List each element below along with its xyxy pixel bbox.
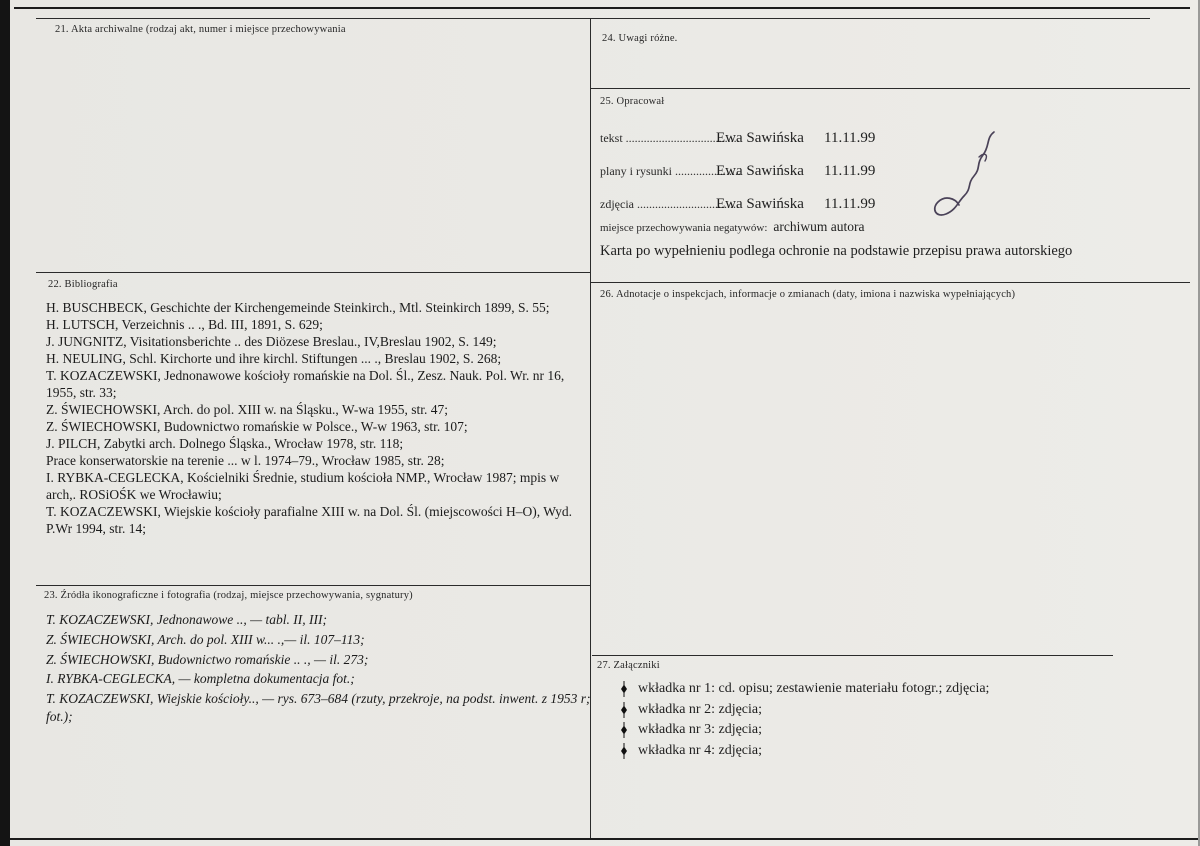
section-24-title: 24. Uwagi różne.: [602, 33, 678, 44]
diamond-bullet-icon: [620, 702, 628, 718]
attachment-item: [620, 702, 989, 718]
bibliography-entry: I. RYBKA-CEGLECKA, Kościelniki Średnie, studium kościoła NMP., Wrocław 1987; mpis w arch,. ROSiOŚK we Wrocławiu;: [46, 470, 560, 502]
bibliography-entry: Z. ŚWIECHOWSKI, Arch. do pol. XIII w. na Śląsku., W-wa 1955, str. 47;: [46, 402, 448, 417]
section-25-title: 25. Opracował: [600, 96, 665, 107]
attachment-text: wkładka nr 3: zdjęcia;: [638, 722, 763, 737]
bibliography-entry: Prace konserwatorskie na terenie ... w l. 1974–79., Wrocław 1985, str. 28;: [46, 453, 445, 468]
bibliography-entry: J. JUNGNITZ, Visitationsberichte .. des Diözese Breslau., IV,Breslau 1902, S. 149;: [46, 334, 497, 349]
divider-21-22: [36, 272, 590, 273]
prepared-by-field-label: zdjęcia ..................................: [600, 197, 739, 211]
iconographic-entry: I. RYBKA-CEGLECKA, — kompletna dokumentacja fot.;: [46, 671, 355, 687]
bibliography-entry: H. BUSCHBECK, Geschichte der Kirchengemeinde Steinkirch., Mtl. Steinkirch 1899, S. 55;: [46, 300, 550, 315]
divider-22-23: [36, 585, 590, 586]
divider-25-26: [590, 282, 1190, 283]
iconographic-entry: T. KOZACZEWSKI, Jednonawowe .., — tabl. II, III;: [46, 612, 327, 627]
attachment-text: wkładka nr 4: zdjęcia;: [638, 742, 763, 758]
diamond-bullet-icon: [620, 681, 628, 697]
bibliography-entry: Z. ŚWIECHOWSKI, Budownictwo romańskie w Polsce., W-w 1963, str. 107;: [46, 419, 468, 434]
bibliography-entry: H. NEULING, Schl. Kirchorte und ihre kirchl. Stiftungen ... ., Breslau 1902, S. 268;: [46, 351, 502, 366]
bibliography-entry: H. LUTSCH, Verzeichnis .. ., Bd. III, 1891, S. 629;: [46, 317, 323, 332]
diamond-bullet-icon: [620, 722, 628, 738]
attachment-item: [620, 681, 989, 697]
bibliography-list: [46, 299, 587, 537]
prepared-by-name: Ewa Sawińska: [716, 163, 804, 179]
prepared-by-date: 11.11.99: [824, 196, 876, 212]
iconographic-entry: Z. ŚWIECHOWSKI, Budownictwo romańskie .. ., — il. 273;: [46, 651, 369, 667]
negatives-storage-line: [600, 219, 864, 235]
attachment-text: wkładka nr 2: zdjęcia;: [638, 701, 763, 717]
prepared-by-field-label: tekst ......................................: [600, 131, 740, 145]
scan-top-line: [14, 7, 1190, 9]
section-22-title: 22. Bibliografia: [48, 279, 118, 290]
attachment-text: wkładka nr 1: cd. opisu; zestawienie materiału fotogr.; zdjęcia;: [638, 681, 990, 696]
bibliography-entry: J. PILCH, Zabytki arch. Dolnego Śląska., Wrocław 1978, str. 118;: [46, 436, 404, 451]
bibliography-entry: T. KOZACZEWSKI, Wiejskie kościoły parafialne XIII w. na Dol. Śl. (miejscowości H–O), Wyd. P.Wr 1994, str. 14;: [46, 504, 573, 536]
section-23-title: 23. Źródła ikonograficzne i fotografia (rodzaj, miejsce przechowywania, sygnatury): [44, 590, 413, 601]
prepared-by-name: Ewa Sawińska: [716, 196, 804, 212]
divider-26-27: [592, 655, 1113, 656]
prepared-by-field-label: plany i rysunki ......................: [600, 164, 741, 178]
negatives-storage-value: archiwum autora: [773, 219, 865, 234]
prepared-by-row-plans: [600, 163, 875, 180]
section-27-title: 27. Załączniki: [597, 660, 660, 671]
section-21-title: 21. Akta archiwalne (rodzaj akt, numer i miejsce przechowywania: [55, 24, 346, 35]
scan-bottom-line: [10, 838, 1198, 840]
iconographic-entry: T. KOZACZEWSKI, Wiejskie kościoły.., — rys. 673–684 (rzuty, przekroje, na podst. inwent. z 1953 r; fot.);: [46, 691, 591, 725]
handwritten-signature: [920, 126, 1012, 228]
negatives-storage-label: miejsce przechowywania negatywów:: [600, 222, 768, 234]
bibliography-entry: T. KOZACZEWSKI, Jednonawowe kościoły romańskie na Dol. Śl., Zesz. Nauk. Pol. Wr. nr 16, 1955, str. 33;: [46, 368, 565, 400]
prepared-by-row-text: [600, 130, 875, 147]
prepared-by-name: Ewa Sawińska: [716, 130, 804, 146]
prepared-by-row-photos: [600, 196, 875, 213]
section-26-title: 26. Adnotacje o inspekcjach, informacje o zmianach (daty, imiona i nazwiska wypełniających): [600, 289, 1016, 300]
scan-edge: [0, 0, 10, 846]
signature-stroke-icon: [920, 126, 1012, 228]
attachments-list: [620, 681, 989, 763]
copyright-notice: Karta po wypełnieniu podlega ochronie na podstawie przepisu prawa autorskiego: [600, 243, 1073, 259]
prepared-by-date: 11.11.99: [824, 130, 876, 146]
attachment-item: [620, 722, 989, 738]
diamond-bullet-icon: [620, 743, 628, 759]
iconographic-entry: Z. ŚWIECHOWSKI, Arch. do pol. XIII w... .,— il. 107–113;: [46, 631, 365, 647]
divider-24-25: [590, 88, 1190, 89]
attachment-item: [620, 743, 989, 759]
prepared-by-date: 11.11.99: [824, 163, 876, 179]
form-top-border: [36, 18, 1150, 19]
iconographic-sources-list: [46, 611, 592, 728]
